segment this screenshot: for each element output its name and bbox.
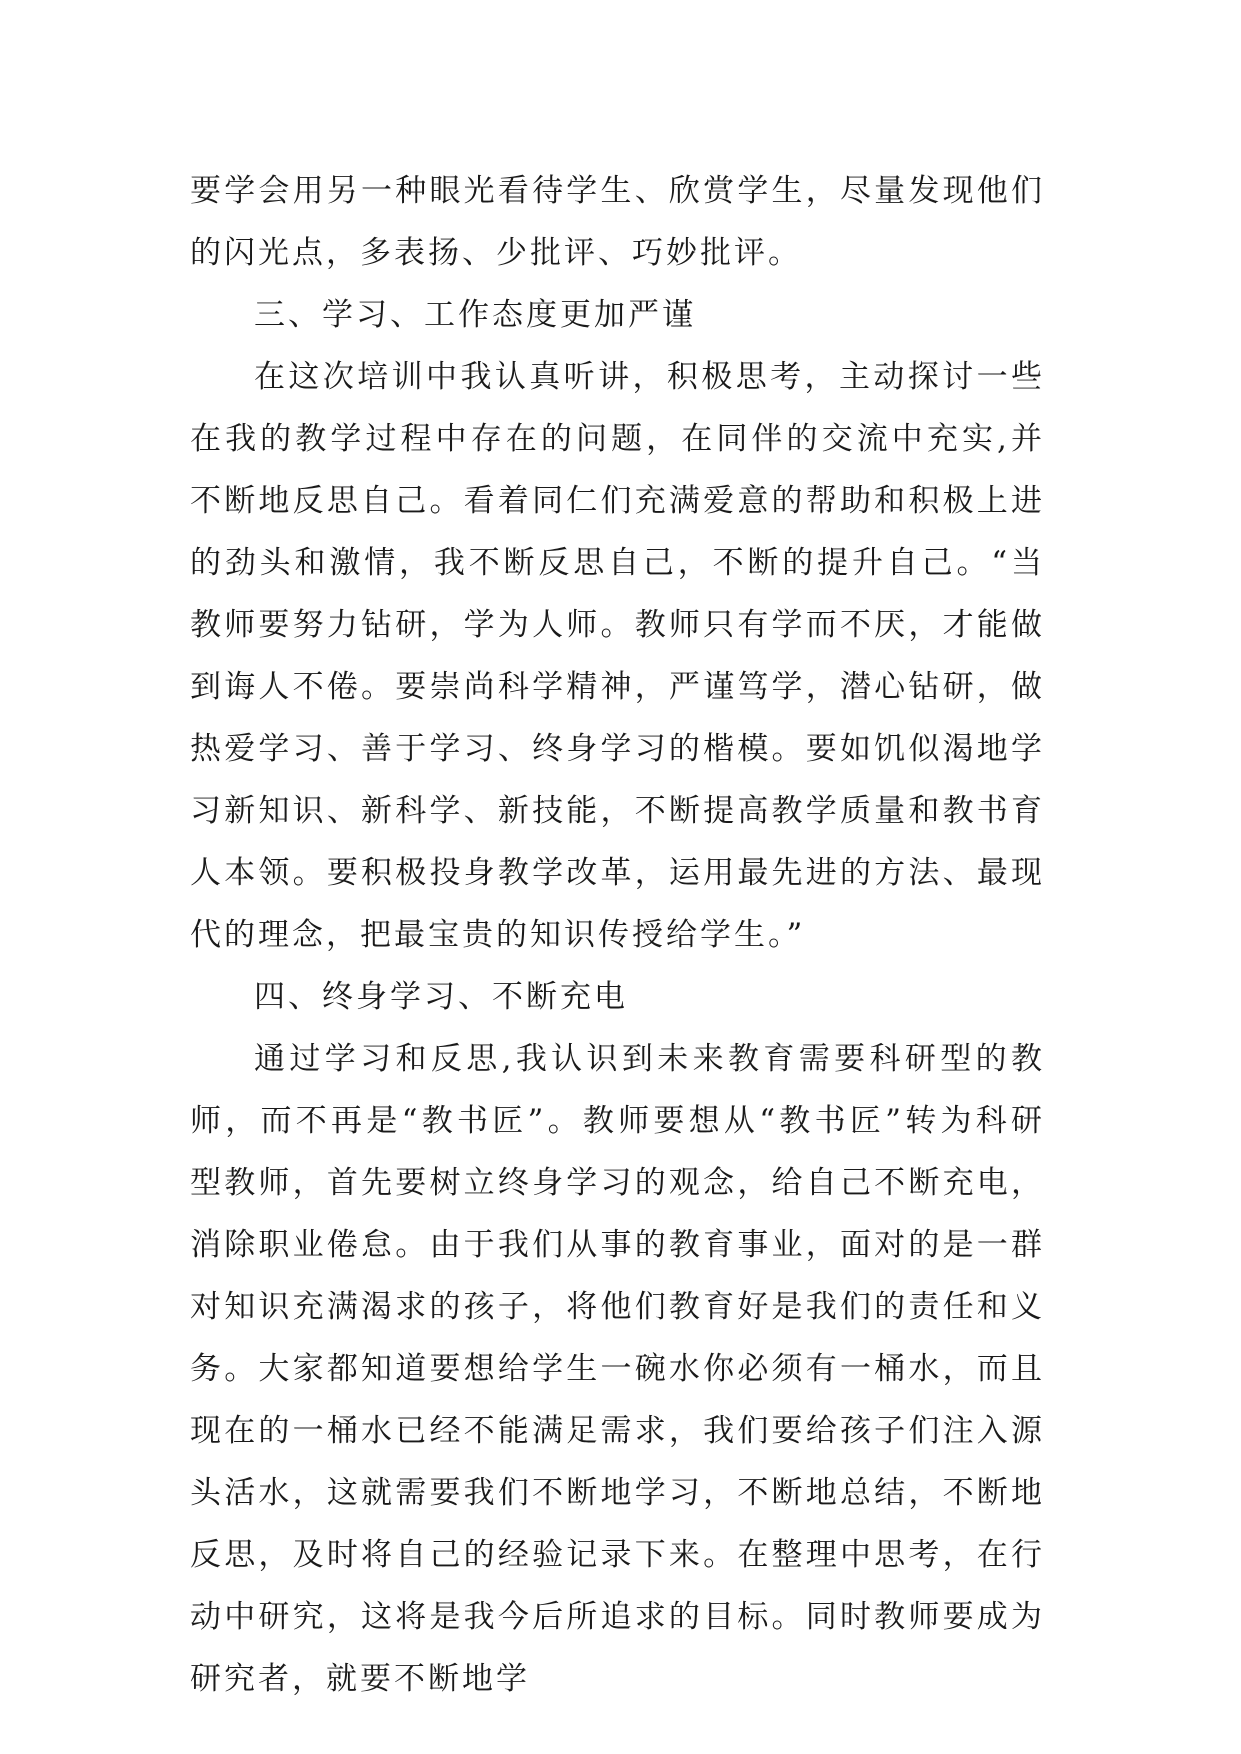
section-heading-4: 四、终身学习、不断充电 [254, 979, 628, 1015]
paragraph-section-4: 通过学习和反思,我认识到未来教育需要科研型的教师，而不再是“教书匠”。教师要想从“教书匠”转为科研型教师，首先要树立终身学习的观念，给自己不断充电，消除职业倦怠。由于我们从事的教育事业，面对的是一群对知识充满渴求的孩子，将他们教育好是我们的责任和义务。大家都知道要想给学生一碗水你必须有一桶水，而且现在的一桶水已经不能满足需求，我们要给孩子们注入源头活水，这就需要我们不断地学习，不断地总结，不断地反思，及时将自己的经验记录下来。在整理中思考，在行动中研究，这将是我今后所追求的目标。同时教师要成为研究者，就要不断地学 [190, 1041, 1045, 1697]
paragraph-continuation: 要学会用另一种眼光看待学生、欣赏学生，尽量发现他们的闪光点，多表扬、少批评、巧妙批评。 [190, 173, 1045, 271]
section-heading-3: 三、学习、工作态度更加严谨 [254, 297, 696, 333]
paragraph-section-3: 在这次培训中我认真听讲，积极思考，主动探讨一些在我的教学过程中存在的问题，在同伴的交流中充实,并不断地反思自己。看着同仁们充满爱意的帮助和积极上进的劲头和激情，我不断反思自己，不断的提升自己。“当教师要努力钻研，学为人师。教师只有学而不厌，才能做到诲人不倦。要崇尚科学精神，严谨笃学，潜心钻研，做热爱学习、善于学习、终身学习的楷模。要如饥似渴地学习新知识、新科学、新技能，不断提高教学质量和教书育人本领。要积极投身教学改革，运用最先进的方法、最现代的理念，把最宝贵的知识传授给学生。” [190, 359, 1045, 953]
document-body [190, 160, 1045, 1710]
